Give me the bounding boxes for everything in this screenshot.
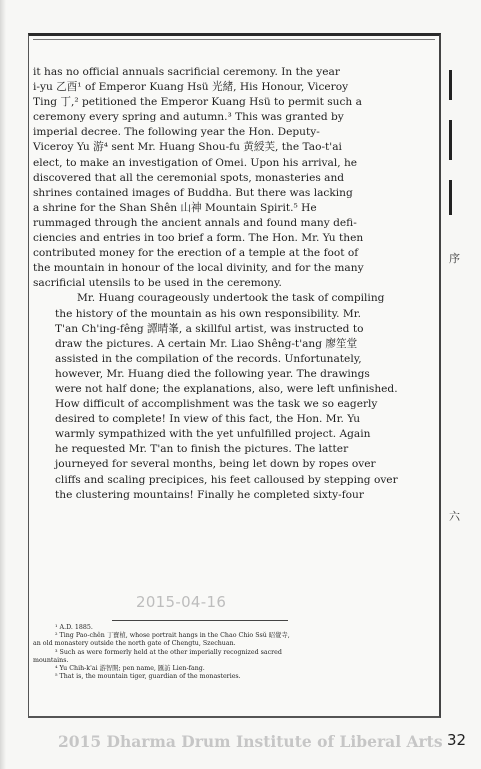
side-mark — [449, 120, 452, 160]
footnote-line: ⁴ Yu Chih-k'ai 游智開; pen name, 匯訪 Lien-fang. — [55, 665, 205, 673]
footnote-line: ¹ A.D. 1885. — [55, 624, 93, 631]
scan-edge-shadow — [0, 0, 6, 769]
text-line: the history of the mountain as his own responsibility. Mr. — [55, 307, 361, 320]
text-line: journeyed for several months, being let down by ropes over — [55, 458, 376, 471]
text-line: the mountain in honour of the local divinity, and for the many — [33, 262, 364, 275]
footnotes — [33, 624, 401, 681]
text-line: the clustering mountains! Finally he completed sixty-four — [55, 488, 364, 501]
text-line: rummaged through the ancient annals and found many defi- — [33, 216, 357, 229]
text-line: Ting 丁,² petitioned the Emperor Kuang Hsü to permit such a — [33, 96, 362, 109]
side-glyph: 六 — [449, 510, 460, 523]
text-line: draw the pictures. A certain Mr. Liao Shêng-t'ang 廖笙堂 — [55, 337, 358, 350]
text-line: ceremony every spring and autumn.³ This was granted by — [33, 111, 344, 124]
text-line: he requested Mr. T'an to finish the pictures. The latter — [55, 443, 349, 456]
text-line: i-yu 乙酉¹ of Emperor Kuang Hsü 光緒, His Honour, Viceroy — [33, 81, 349, 94]
footnote-line: mountains. — [33, 656, 69, 664]
text-line: Viceroy Yu 游⁴ sent Mr. Huang Shou-fu 黄綬芙, the Tao-t'ai — [33, 141, 342, 154]
side-glyph: 序 — [449, 252, 460, 265]
text-line: shrines contained images of Buddha. But there was lacking — [33, 186, 353, 199]
page-number: 32 — [447, 731, 467, 749]
footnote-line: an old monastery outside the north gate of Chengtu, Szechuan. — [33, 640, 236, 648]
text-line: sacrificial utensils to be used in the ceremony. — [33, 277, 282, 290]
text-line: it has no official annuals sacrificial ceremony. In the year — [33, 66, 340, 78]
text-line: elect, to make an investigation of Omei. Upon his arrival, he — [33, 156, 358, 169]
text-line: T'an Ch'ing-fêng 譚晴峯, a skillful artist, was instructed to — [55, 322, 364, 335]
footnote-line: ³ Such as were formerly held at the other imperially recognized sacred — [55, 648, 282, 656]
text-line: desired to complete! In view of this fact, the Hon. Mr. Yu — [55, 413, 361, 426]
text-line: however, Mr. Huang died the following year. The drawings — [55, 367, 370, 380]
footnote-divider — [112, 620, 288, 621]
watermark: 2015 Dharma Drum Institute of Liberal Arts — [58, 732, 443, 751]
text-line: Mr. Huang courageously undertook the task of compiling — [77, 292, 385, 305]
side-mark — [449, 70, 452, 100]
footnote-line: ⁵ That is, the mountain tiger, guardian of the monasteries. — [55, 673, 241, 681]
text-line: cliffs and scaling precipices, his feet calloused by stepping over — [55, 473, 398, 486]
side-mark — [449, 180, 452, 215]
text-line: discovered that all the ceremonial spots, monasteries and — [33, 171, 345, 184]
text-line: a shrine for the Shan Shên 山神 Mountain Spirit.⁵ He — [33, 201, 317, 214]
body-text — [33, 65, 401, 503]
paragraph-2 — [33, 291, 401, 502]
paragraph-1 — [33, 65, 401, 291]
text-line: contributed money for the erection of a temple at the foot of — [33, 247, 359, 260]
date-stamp: 2015-04-16 — [136, 593, 227, 611]
text-line: How difficult of accomplishment was the task we so eagerly — [55, 398, 378, 411]
footnote-line: ² Ting Pao-chên 丁寶楨, whose portrait hangs in the Chao Chio Ssŭ 昭覺寺, — [55, 632, 290, 640]
text-line: were not half done; the explanations, also, were left unfinished. — [55, 382, 398, 395]
text-line: imperial decree. The following year the Hon. Deputy- — [33, 126, 320, 139]
text-line: ciencies and entries in too brief a form. The Hon. Mr. Yu then — [33, 232, 364, 245]
text-line: warmly sympathized with the yet unfulfilled project. Again — [55, 428, 371, 441]
text-line: assisted in the compilation of the records. Unfortunately, — [55, 352, 362, 365]
